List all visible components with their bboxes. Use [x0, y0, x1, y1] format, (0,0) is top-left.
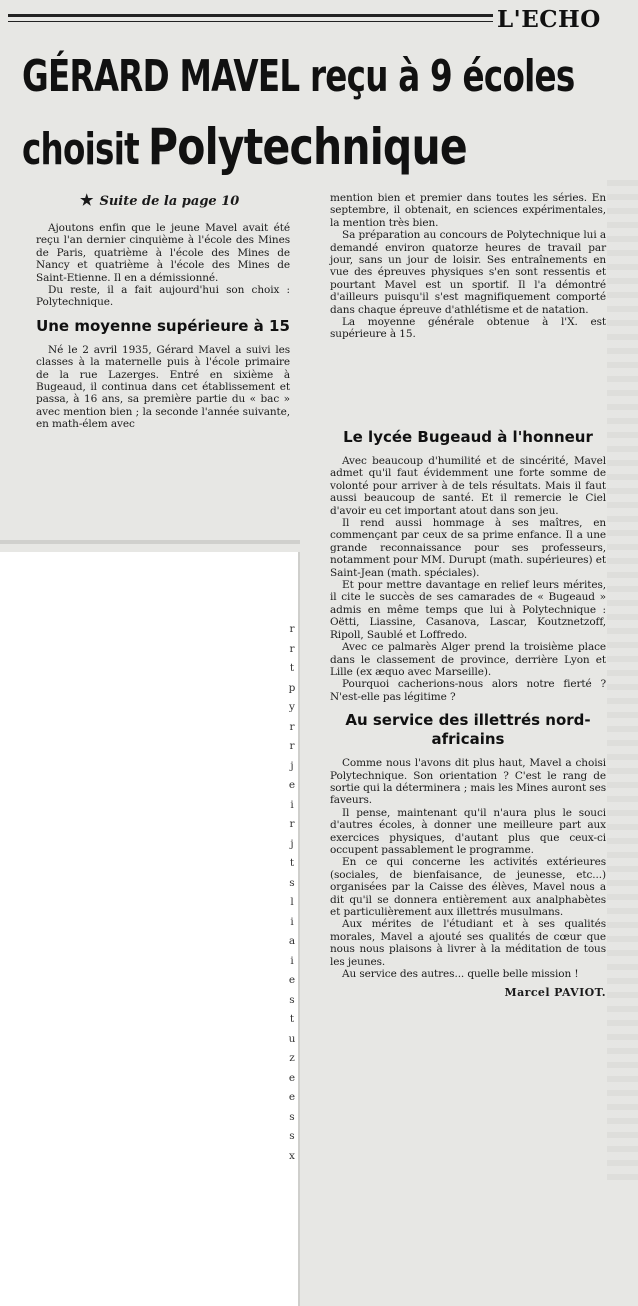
paper-edge-shadow	[298, 552, 300, 1306]
headline-line-2	[22, 118, 537, 176]
margin-fragment-letter: l	[290, 896, 294, 908]
margin-fragment-letter: t	[289, 662, 295, 674]
paragraph: Avec ce palmarès Alger prend la troisième place dans le classement de province, derrière Lyon et Lille (ex æquo avec Marseille).	[330, 641, 606, 678]
margin-fragment-letter: y	[289, 701, 295, 713]
margin-fragment-letter: i	[290, 954, 294, 967]
margin-fragment-letter: s	[289, 876, 295, 889]
paragraph: Il rend aussi hommage à ses maîtres, en commençant par ceux de sa prime enfance. Il a une grande reconnaissance pour ses professeurs, notamment pour MM. Durupt (math. supérieures) et Saint-Jean (math. spéciales).	[330, 517, 606, 579]
right-column	[330, 420, 606, 999]
star-icon: ★	[80, 191, 94, 209]
paragraph: Avec beaucoup d'humilité et de sincérité, Mavel admet qu'il faut évidemment une forte somme de volonté pour arriver à de tels résultats. Mais il faut aussi beaucoup de santé. Et il remercie le Ciel d'avoir eu cet important atout dans son jeu.	[330, 455, 606, 517]
headline-verb: choisit	[22, 124, 139, 175]
paragraph: La moyenne générale obtenue à l'X. est supérieure à 15.	[330, 316, 606, 341]
margin-fragment-letter: a	[288, 935, 296, 947]
adjacent-article-fragments	[287, 620, 297, 1166]
margin-fragment-letter: r	[289, 740, 295, 752]
margin-fragment-letter: s	[289, 1110, 295, 1123]
paragraph: Aux mérites de l'étudiant et à ses qualités morales, Mavel a ajouté ses qualités de cœur que nous nous plaisons à livrer à la méditation de tous les jeunes.	[330, 918, 606, 968]
margin-fragment-letter: r	[289, 642, 295, 655]
margin-fragment-letter: u	[288, 1032, 296, 1045]
margin-fragment-letter: t	[289, 1013, 295, 1025]
paragraph: En ce qui concerne les activités extérieures (sociales, de bienfaisance, de jeunesse, etc...) organisées par la Caisse des élèves, Mavel nous a dit qu'il se donnera entièrement aux analphabètes et particulièrement aux illettrés musulmans.	[330, 856, 606, 918]
left-column	[36, 222, 290, 431]
subhead-average: Une moyenne supérieure à 15	[36, 316, 290, 335]
subhead-service: Au service des illettrés nord-africains	[345, 711, 591, 749]
paragraph: Et pour mettre davantage en relief leurs mérites, il cite le succès de ses camarades de « Bugeaud » admis en même temps que lui à Polytechnique : Oëtti, Liassine, Casanova, Lascar, Koutznetzoff, Ripoll, Saublé et Loffredo.	[330, 579, 606, 641]
margin-fragment-letter: t	[289, 857, 295, 869]
subhead-lycee: Le lycée Bugeaud à l'honneur	[343, 428, 593, 446]
margin-fragment-letter: x	[289, 1149, 295, 1162]
continued-from-line	[80, 191, 239, 209]
show-through-texture	[607, 180, 638, 1180]
margin-fragment-letter: p	[288, 681, 296, 694]
author-signature: Marcel PAVIOT.	[504, 986, 606, 1000]
paragraph: Au service des autres... quelle belle mission !	[342, 968, 579, 981]
paragraph: Sa préparation au concours de Polytechnique lui a demandé environ quatorze heures de travail par jour, sans un jour de loisir. Ses entraînements en vue des épreuves physiques s'en sont ressentis et pourtant Mavel est un sportif. Il l'a démontré d'ailleurs puisqu'il s'est magnifiquement comporté dans chaque épreuve d'athlétisme et de natation.	[330, 229, 606, 316]
paragraph: Né le 2 avril 1935, Gérard Mavel a suivi les classes à la maternelle puis à l'école primaire de la rue Lazerges. Entré en sixième à Bugeaud, il continua dans cet établissement et passa, à 16 ans, sa première partie du « bac » avec mention bien ; la seconde l'année suivante, en math-élem avec	[36, 343, 290, 431]
margin-fragment-letter: s	[289, 1130, 295, 1142]
margin-fragment-letter: i	[290, 915, 294, 928]
margin-fragment-letter: e	[288, 779, 296, 791]
margin-fragment-letter: e	[288, 974, 296, 986]
headline-school: Polytechnique	[148, 118, 467, 176]
paragraph: Ajoutons enfin que le jeune Mavel avait été reçu l'an dernier cinquième à l'école des Mines de Paris, quatrième à l'école des Mines de Nancy et quatrième à l'école des Mines de Saint-Etienne. Il en a démissionné.	[36, 222, 290, 284]
margin-fragment-letter: e	[288, 1071, 296, 1084]
paper-name: L'ECHO	[497, 6, 601, 33]
margin-fragment-letter: r	[289, 623, 295, 635]
margin-fragment-letter: r	[289, 720, 295, 733]
bleed-divider	[0, 540, 300, 544]
margin-fragment-letter: j	[290, 759, 294, 772]
margin-fragment-letter: r	[289, 818, 295, 830]
paragraph: Du reste, il a fait aujourd'hui son choix : Polytechnique.	[36, 284, 290, 309]
paragraph: mention bien et premier dans toutes les séries. En septembre, il obtenait, en sciences expérimentales, la mention très bien.	[330, 192, 606, 229]
headline-line-1: GÉRARD MAVEL reçu à 9 écoles	[22, 51, 575, 102]
margin-fragment-letter: i	[290, 798, 294, 811]
margin-fragment-letter: z	[289, 1052, 295, 1064]
paragraph: Il pense, maintenant qu'il n'aura plus le souci d'autres écoles, à donner une meilleure part aux exercices physiques, d'autant plus que ceux-ci occupent passablement le programme.	[330, 806, 606, 856]
continued-from-label: Suite de la page 10	[99, 194, 240, 209]
right-column-top	[330, 192, 606, 341]
paragraph: Comme nous l'avons dit plus haut, Mavel a choisi Polytechnique. Son orientation ? C'est le rang de sortie qui la déterminera ; mais les Mines auront ses faveurs.	[330, 757, 606, 807]
margin-fragment-letter: j	[290, 837, 294, 850]
margin-fragment-letter: s	[289, 993, 295, 1006]
paragraph: Pourquoi cacherions-nous alors notre fierté ? N'est-elle pas légitime ?	[330, 678, 606, 703]
masthead-rule	[8, 12, 493, 26]
margin-fragment-letter: e	[288, 1091, 296, 1103]
